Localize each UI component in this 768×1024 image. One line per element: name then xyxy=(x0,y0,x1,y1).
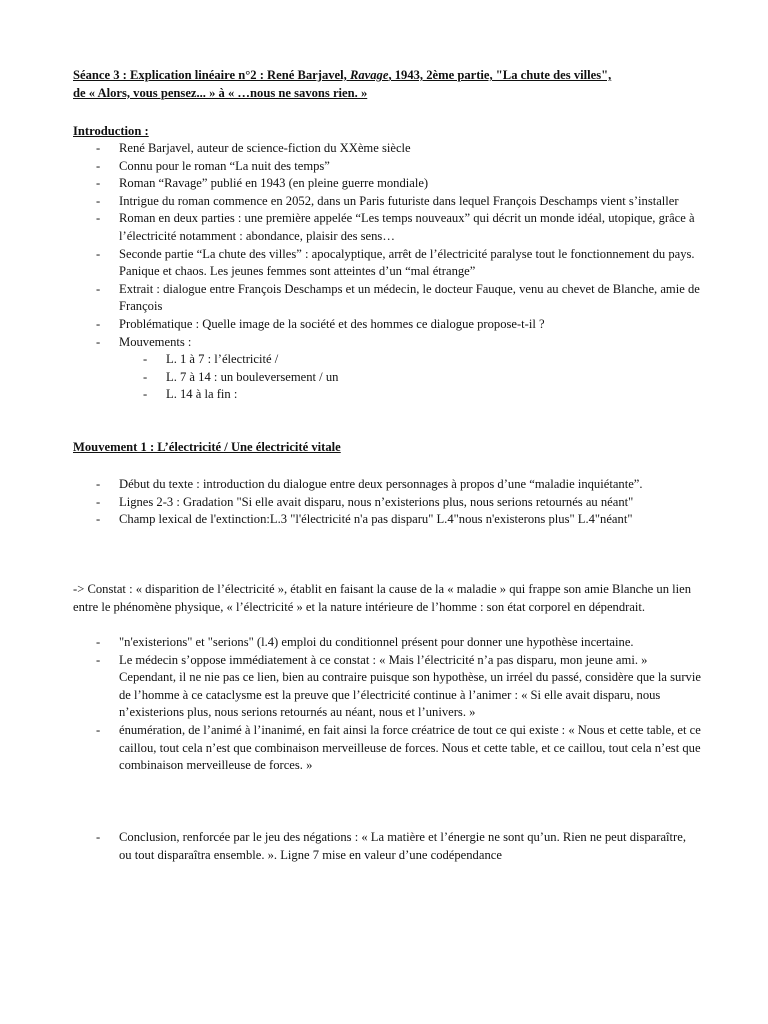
list-item: - Champ lexical de l'extinction:L.3 "l'électricité n'a pas disparu" L.4"nous n'existerons plus" L.4"néant" xyxy=(73,511,701,529)
list-item: - Le médecin s’oppose immédiatement à ce constat : « Mais l’électricité n’a pas disparu, mon jeune ami. » Cependant, il ne nie pas ce lien, bien au contraire puisque son hypothèse, un irréel du passé, considère que la survie de l’homme à ce cataclysme est la preuve que l’électricité continue à l’animer : « Si elle avait disparu, nous n’existerions plus, nous serions retournés au néant, nous et l’univers. » xyxy=(73,652,701,722)
list-item: - "n'existerions" et "serions" (l.4) emploi du conditionnel présent pour donner une hypothèse incertaine. xyxy=(73,634,701,652)
constat-paragraph: -> Constat : « disparition de l’électricité », établit en faisant la cause de la « maladie » qui frappe son amie Blanche un lien entre le phénomène physique, « l’électricité » et la nature intérieure de l’homme : son état corporel en dépendrait. xyxy=(73,582,692,614)
mouvement1-list-a xyxy=(73,476,701,529)
list-item: - Intrigue du roman commence en 2052, dans un Paris futuriste dans lequel François Deschamps vient s’installer xyxy=(73,193,701,211)
list-item: - Connu pour le roman “La nuit des temps” xyxy=(73,158,701,176)
movement-item: - L. 7 à 14 : un bouleversement / un xyxy=(73,369,701,387)
list-item: - énumération, de l’animé à l’inanimé, en fait ainsi la force créatrice de tout ce qui existe : « Nous et cette table, et ce caillou, tout cela n’est que combinaison merveilleuse de forces. Nous et cette table, et ce caillou, tout cela n’est que combinaison merveilleuse de forces. » xyxy=(73,722,701,775)
list-item: - Problématique : Quelle image de la société et des hommes ce dialogue propose-t-il ? xyxy=(73,316,701,334)
list-item: - Seconde partie “La chute des villes” : apocalyptique, arrêt de l’électricité paralyse tout le fonctionnement du pays. Panique et chaos. Les jeunes femmes sont atteintes d’un “mal étrange” xyxy=(73,246,701,281)
list-item: - René Barjavel, auteur de science-fiction du XXème siècle xyxy=(73,140,701,158)
introduction-list xyxy=(73,140,701,404)
movement-item: - L. 14 à la fin : xyxy=(73,386,701,404)
movement-item: - L. 1 à 7 : l’électricité / xyxy=(73,351,701,369)
introduction-heading: Introduction : xyxy=(73,124,149,138)
mouvement1-list-b xyxy=(73,634,701,775)
title-part-2: , 1943, 2ème partie, "La chute des villes", xyxy=(388,68,612,82)
list-item: - Mouvements : xyxy=(73,334,701,352)
mouvement1-list-c xyxy=(73,829,701,864)
list-item: - Roman en deux parties : une première appelée “Les temps nouveaux” qui décrit un monde idéal, utopique, grâce à l’électricité notamment : abondance, plaisir des sens… xyxy=(73,210,701,245)
title-line-1 xyxy=(73,67,701,85)
title-part-1: Séance 3 : Explication linéaire n°2 : René Barjavel, xyxy=(73,68,350,82)
list-item: - Début du texte : introduction du dialogue entre deux personnages à propos d’une “maladie inquiétante”. xyxy=(73,476,701,494)
list-item: - Conclusion, renforcée par le jeu des négations : « La matière et l’énergie ne sont qu’un. Rien ne peut disparaître, ou tout disparaîtra ensemble. ». Ligne 7 mise en valeur d’une codépendance xyxy=(73,829,701,864)
title-work: Ravage xyxy=(349,68,389,82)
list-item: - Extrait : dialogue entre François Deschamps et un médecin, le docteur Fauque, venu au chevet de Blanche, amie de François xyxy=(73,281,701,316)
title-line-2: de « Alors, vous pensez... » à « …nous ne savons rien. » xyxy=(73,85,368,100)
list-item: - Lignes 2-3 : Gradation "Si elle avait disparu, nous n’existerions plus, nous serions retournés au néant" xyxy=(73,494,701,512)
list-item: - Roman “Ravage” publié en 1943 (en pleine guerre mondiale) xyxy=(73,175,701,193)
mouvement1-heading: Mouvement 1 : L’électricité / Une électricité vitale xyxy=(73,440,341,454)
document-title xyxy=(73,67,701,102)
